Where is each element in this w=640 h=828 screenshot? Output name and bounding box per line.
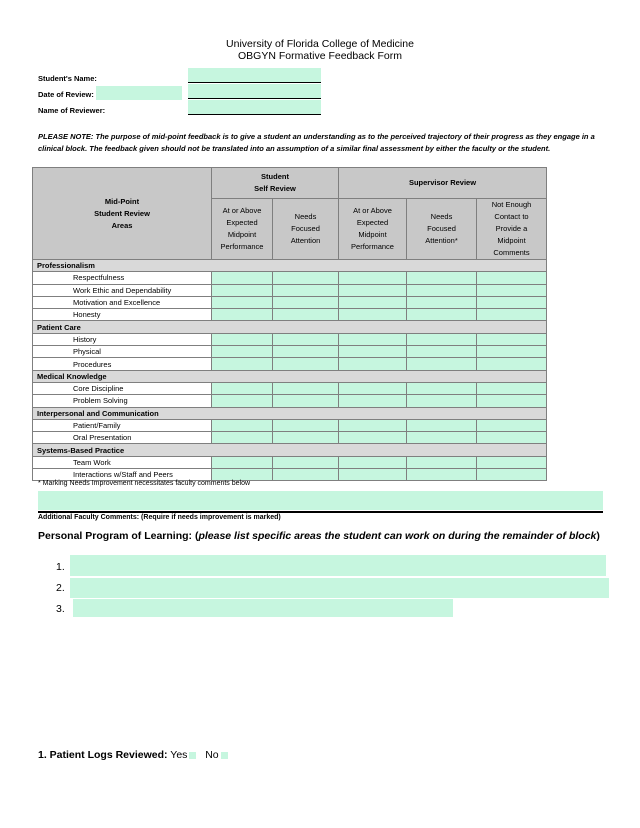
table-row [33,456,547,468]
column-header: Needs Focused Attention* [407,199,477,260]
rating-cell[interactable] [212,395,273,407]
rating-cell[interactable] [339,333,407,345]
section-header: Systems-Based Practice [33,444,547,456]
no-label: No [205,749,219,761]
area-item-label: Work Ethic and Dependability [33,284,212,296]
rating-cell[interactable] [273,456,339,468]
mid-point-note: PLEASE NOTE: The purpose of mid-point feedback is to give a student an understanding as to the perceived trajectory of their progress as they engage in a clinical block. The feedback given should not be translated into an assumption of a similar final assessment by either the faculty or the student. [38,132,595,153]
rating-cell[interactable] [339,395,407,407]
column-header: At or Above Expected Midpoint Performance [212,199,273,260]
rating-cell[interactable] [407,469,477,481]
form-title: OBGYN Formative Feedback Form [238,50,402,62]
rating-cell[interactable] [407,432,477,444]
rating-cell[interactable] [212,284,273,296]
date-of-review-label: Date of Review: [38,90,94,99]
rating-cell[interactable] [339,296,407,308]
rating-cell[interactable] [212,382,273,394]
rating-cell[interactable] [339,272,407,284]
area-item-label: Team Work [33,456,212,468]
rating-cell[interactable] [273,333,339,345]
rating-cell[interactable] [339,419,407,431]
ppl-number-2: 2. [56,582,65,594]
reviewer-name-label: Name of Reviewer: [38,106,106,115]
rating-cell[interactable] [212,432,273,444]
rating-cell[interactable] [477,469,547,481]
rating-cell[interactable] [477,296,547,308]
no-checkbox[interactable] [221,752,228,759]
rating-cell[interactable] [339,469,407,481]
additional-comments-label: Additional Faculty Comments: (Require if needs improvement is marked) [38,514,281,521]
area-item-label: Physical [33,346,212,358]
comments-field[interactable] [38,491,603,510]
divider [38,511,603,513]
student-self-review-header: Student Self Review [212,168,339,199]
rating-cell[interactable] [477,382,547,394]
rating-cell[interactable] [407,333,477,345]
table-row [33,419,547,431]
table-row [33,469,547,481]
rating-cell[interactable] [477,419,547,431]
table-row [33,296,547,308]
section-header: Patient Care [33,321,547,333]
rating-cell[interactable] [273,284,339,296]
table-row [33,272,547,284]
rating-cell[interactable] [477,284,547,296]
rating-cell[interactable] [273,382,339,394]
section-header: Medical Knowledge [33,370,547,382]
section-header: Professionalism [33,260,547,272]
area-item-label: Patient/Family [33,419,212,431]
rating-cell[interactable] [212,272,273,284]
column-header: Needs Focused Attention [273,199,339,260]
area-item-label: Problem Solving [33,395,212,407]
supervisor-review-header: Supervisor Review [339,168,547,199]
rating-cell[interactable] [339,432,407,444]
rating-cell[interactable] [212,333,273,345]
rating-cell[interactable] [477,456,547,468]
form-title-institution: University of Florida College of Medicine [226,38,414,50]
rating-cell[interactable] [407,296,477,308]
rating-cell[interactable] [407,272,477,284]
table-row [33,432,547,444]
areas-header: Mid-Point Student Review Areas [33,168,212,260]
patient-logs-label: 1. Patient Logs Reviewed: [38,749,168,761]
student-name-label: Student's Name: [38,74,97,83]
table-row [33,284,547,296]
rating-cell[interactable] [407,382,477,394]
area-item-label: Procedures [33,358,212,370]
area-item-label: Oral Presentation [33,432,212,444]
rating-cell[interactable] [212,419,273,431]
table-row [33,333,547,345]
rating-cell[interactable] [273,309,339,321]
date-of-review-field[interactable] [96,86,182,100]
rating-cell[interactable] [273,432,339,444]
area-item-label: Core Discipline [33,382,212,394]
rating-cell[interactable] [273,346,339,358]
rating-cell[interactable] [212,296,273,308]
rating-cell[interactable] [477,395,547,407]
table-row [33,395,547,407]
rating-cell[interactable] [407,284,477,296]
rating-cell[interactable] [273,272,339,284]
rating-cell[interactable] [273,296,339,308]
ppl-number-3: 3. [56,603,65,615]
rating-cell[interactable] [212,358,273,370]
reviewer-name-field[interactable] [188,100,321,115]
rating-cell[interactable] [339,346,407,358]
rating-cell[interactable] [212,309,273,321]
table-row [33,346,547,358]
student-name-field[interactable] [188,68,321,83]
rating-cell[interactable] [407,309,477,321]
rating-cell[interactable] [407,456,477,468]
rating-cell[interactable] [273,395,339,407]
rating-cell[interactable] [212,469,273,481]
area-item-label: Motivation and Excellence [33,296,212,308]
rating-cell[interactable] [273,358,339,370]
rating-cell[interactable] [339,309,407,321]
rating-cell[interactable] [339,358,407,370]
rating-cell[interactable] [407,358,477,370]
patient-logs-row [38,749,228,761]
rating-cell[interactable] [477,272,547,284]
footnote: * Marking Needs Improvement necessitates faculty comments below [38,480,251,487]
rating-cell[interactable] [477,309,547,321]
yes-checkbox[interactable] [189,752,196,759]
rating-cell[interactable] [273,469,339,481]
rating-cell[interactable] [339,382,407,394]
rating-cell[interactable] [212,346,273,358]
area-item-label: Respectfulness [33,272,212,284]
ppl-field-3[interactable] [73,599,453,617]
rating-cell[interactable] [212,456,273,468]
rating-cell[interactable] [273,419,339,431]
ppl-heading: Personal Program of Learning: (please list specific areas the student can work on during the remainder of block) [38,530,600,542]
rating-cell[interactable] [477,333,547,345]
ppl-number-1: 1. [56,561,65,573]
rating-cell[interactable] [407,395,477,407]
evaluation-table [32,167,547,481]
column-header: Not Enough Contact to Provide a Midpoint Comments [477,199,547,260]
rating-cell[interactable] [477,432,547,444]
section-header: Interpersonal and Communication [33,407,547,419]
date-underline-field[interactable] [188,84,321,99]
table-row [33,382,547,394]
column-header: At or Above Expected Midpoint Performance [339,199,407,260]
ppl-field-1[interactable] [70,555,606,576]
area-item-label: History [33,333,212,345]
table-row [33,309,547,321]
rating-cell[interactable] [477,346,547,358]
ppl-field-2[interactable] [70,578,609,598]
rating-cell[interactable] [339,284,407,296]
rating-cell[interactable] [407,419,477,431]
rating-cell[interactable] [339,456,407,468]
yes-label: Yes [170,749,188,761]
rating-cell[interactable] [477,358,547,370]
area-item-label: Interactions w/Staff and Peers [33,469,212,481]
rating-cell[interactable] [407,346,477,358]
table-row [33,358,547,370]
area-item-label: Honesty [33,309,212,321]
